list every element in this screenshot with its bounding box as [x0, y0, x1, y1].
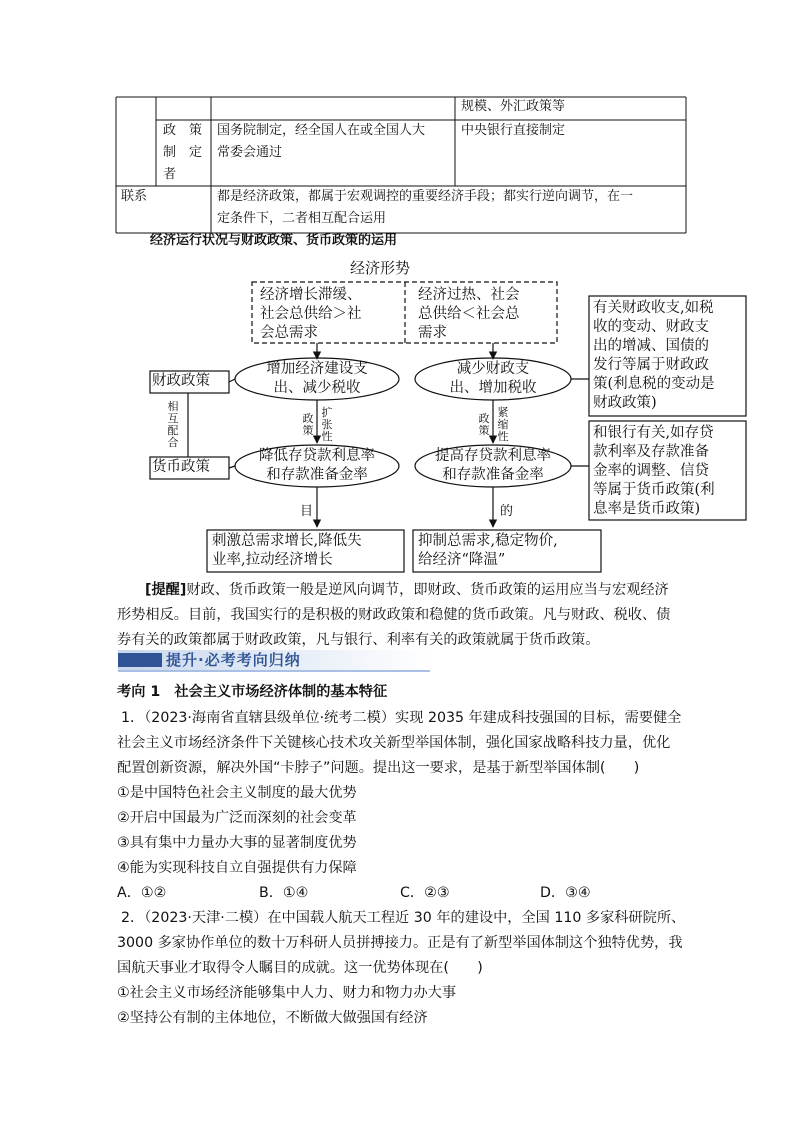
maker-label-line: 者: [163, 167, 177, 182]
q1-choice-a[interactable]: A．①②: [117, 885, 167, 901]
fiscal-maker-line: 常委会通过: [217, 145, 283, 160]
q1-stem-line: 1．（2023·海南省直辖县级单位·统考二模）实现 2035 年建成科技强国的目标，需要健全: [121, 710, 682, 726]
measure-line: 和存款准备金率: [442, 467, 544, 483]
policy-char: 政: [302, 412, 314, 425]
fiscal-contractionary-measures: [417, 360, 569, 398]
result-line: 给经济“降温”: [418, 552, 506, 568]
note-line: 财政政策): [593, 395, 657, 411]
tip-line: 券有关的政策都属于财政政策，凡与银行、利率有关的政策就属于货币政策。: [117, 632, 600, 648]
situation-line: 总供给＜社会总: [418, 306, 520, 322]
note-line: 息率是货币政策): [593, 501, 701, 517]
policy-char: 策: [302, 424, 314, 437]
goal-label-right: 的: [500, 504, 514, 519]
policy-char: 策: [478, 424, 490, 437]
expansionary-tag: [321, 407, 333, 443]
coordination-char: 合: [167, 436, 179, 449]
tip-line: [117, 578, 687, 603]
direction-heading: 考向 1 社会主义市场经济体制的基本特征: [117, 684, 388, 700]
contractionary-tag: [497, 407, 509, 443]
q2-stem-line: 2．（2023·天津·二模）在中国载人航天工程近 30 年的建设中，全国 110 多家科研院所、: [121, 910, 686, 926]
coordination-char: 配: [167, 424, 179, 437]
maker-label-line: 政 策: [163, 123, 203, 138]
note-line: 和银行有关,如存贷: [593, 425, 714, 441]
policy-label-left: [302, 413, 314, 437]
banner-title: 提升·必考考向归纳: [166, 651, 301, 669]
tip-text: 财政、货币政策一般是逆风向调节，即财政、货币政策的运用应当与宏观经济: [186, 582, 669, 598]
diagram-title: 经济形势: [350, 259, 411, 277]
q2-stem-line: 国航天事业才取得令人瞩目的成就。这一优势体现在( ): [117, 960, 483, 976]
situation-line: 社会总供给＞社: [260, 306, 362, 322]
fiscal-maker-line: 国务院制定，经全国人在或全国人大: [217, 123, 426, 138]
measure-line: 降低存贷款利息率: [259, 448, 375, 464]
situation-line: 会总需求: [260, 325, 318, 341]
section-banner: [118, 648, 430, 673]
measure-line: 和存款准备金率: [266, 467, 368, 483]
maker-label-line: 制 定: [163, 145, 203, 160]
note-line: 等属于货币政策(利: [593, 482, 715, 498]
table-cell-maker-label: [163, 120, 207, 186]
note-line: 金率的调整、信贷: [593, 463, 709, 479]
note-line: 发行等属于财政政: [593, 357, 709, 373]
measure-line: 增加经济建设支: [266, 361, 368, 377]
table-cell-fiscal-maker: [217, 120, 425, 164]
q1-choice-c[interactable]: C．②③: [400, 885, 450, 901]
tip-paragraph: [117, 578, 687, 653]
result-expansionary: [212, 532, 362, 570]
note-line: 收的变动、财政支: [593, 319, 709, 335]
note-monetary-policy: [593, 424, 715, 519]
table-cell-relation-text: [217, 186, 633, 230]
tag-char: 扩: [321, 406, 333, 419]
note-line: 款利率及存款准备: [593, 444, 709, 460]
situation-line: 经济增长滞缓、: [260, 287, 362, 303]
policy-label-right: [478, 413, 490, 437]
fiscal-expansionary-measures: [237, 360, 397, 398]
policy-diagram: [140, 255, 760, 575]
note-line: 策(利息税的变动是: [593, 376, 715, 392]
q1-stem-line: 社会主义市场经济条件下关键核心技术攻关新型举国体制，强化国家战略科技力量，优化: [117, 735, 671, 751]
q1-choice-d[interactable]: D．③④: [540, 885, 591, 901]
coordination-label: [167, 401, 179, 449]
situation-line: 需求: [418, 325, 447, 341]
note-line: 有关财政收支,如税: [593, 300, 714, 316]
table-cell-monetary-maker: 中央银行直接制定: [461, 123, 566, 138]
monetary-policy-label: 货币政策: [152, 459, 210, 475]
table-cell-scope: 规模、外汇政策等: [461, 99, 566, 114]
measure-line: 出、减少税收: [273, 380, 361, 396]
monetary-expansionary-measures: [233, 447, 401, 485]
q2-option: ①社会主义市场经济能够集中人力、财力和物力办大事: [117, 985, 457, 1001]
fiscal-policy-label: 财政政策: [152, 373, 210, 389]
result-line: 抑制总需求,稳定物价,: [418, 533, 558, 549]
policy-char: 政: [478, 412, 490, 425]
q1-option: ③具有集中力量办大事的显著制度优势: [117, 835, 357, 851]
tag-char: 缩: [497, 418, 509, 431]
measure-line: 出、增加税收: [449, 380, 537, 396]
q1-choice-b[interactable]: B．①④: [259, 885, 309, 901]
table-cell-relation-label: 联系: [121, 189, 148, 204]
tag-char: 性: [497, 430, 509, 443]
tip-label: [提醒]: [145, 582, 187, 598]
section-heading: 经济运行状况与财政政策、货币政策的运用: [150, 233, 398, 248]
result-line: 刺激总需求增长,降低失: [212, 533, 362, 549]
relation-line: 定条件下，二者相互配合运用: [217, 211, 387, 226]
q1-option: ②开启中国最为广泛而深刻的社会变革: [117, 810, 357, 826]
goal-label-left: 目: [300, 504, 314, 519]
note-line: 出的增减、国债的: [593, 338, 709, 354]
situation-overheating: [418, 286, 520, 343]
tag-char: 张: [321, 418, 333, 431]
situation-line: 经济过热、社会: [418, 287, 520, 303]
measure-line: 减少财政支: [456, 361, 530, 377]
q1-stem-line: 配置创新资源，解决外国“卡脖子”问题。提出这一要求，是基于新型举国体制( ): [117, 760, 640, 776]
q1-option: ①是中国特色社会主义制度的最大优势: [117, 785, 357, 801]
q1-option: ④能为实现科技自立自强提供有力保障: [117, 860, 357, 876]
coordination-char: 相: [167, 400, 179, 413]
note-fiscal-policy: [593, 299, 715, 413]
relation-line: 都是经济政策，都属于宏观调控的重要经济手段；都实行逆向调节，在一: [217, 189, 634, 204]
result-line: 业率,拉动经济增长: [212, 552, 333, 568]
monetary-contractionary-measures: [413, 447, 573, 485]
result-contractionary: [418, 532, 558, 570]
q2-stem-line: 3000 多家协作单位的数十万科研人员拼搏接力。正是有了新型举国体制这个独特优势，我: [117, 935, 683, 951]
measure-line: 提高存贷款利息率: [435, 448, 551, 464]
tag-char: 紧: [497, 406, 509, 419]
situation-slow-growth: [260, 286, 362, 343]
coordination-char: 互: [167, 412, 179, 425]
q2-option: ②坚持公有制的主体地位，不断做大做强国有经济: [117, 1010, 428, 1026]
tag-char: 性: [321, 430, 333, 443]
tip-line: 形势相反。目前，我国实行的是积极的财政政策和稳健的货币政策。凡与财政、税收、债: [117, 607, 671, 623]
